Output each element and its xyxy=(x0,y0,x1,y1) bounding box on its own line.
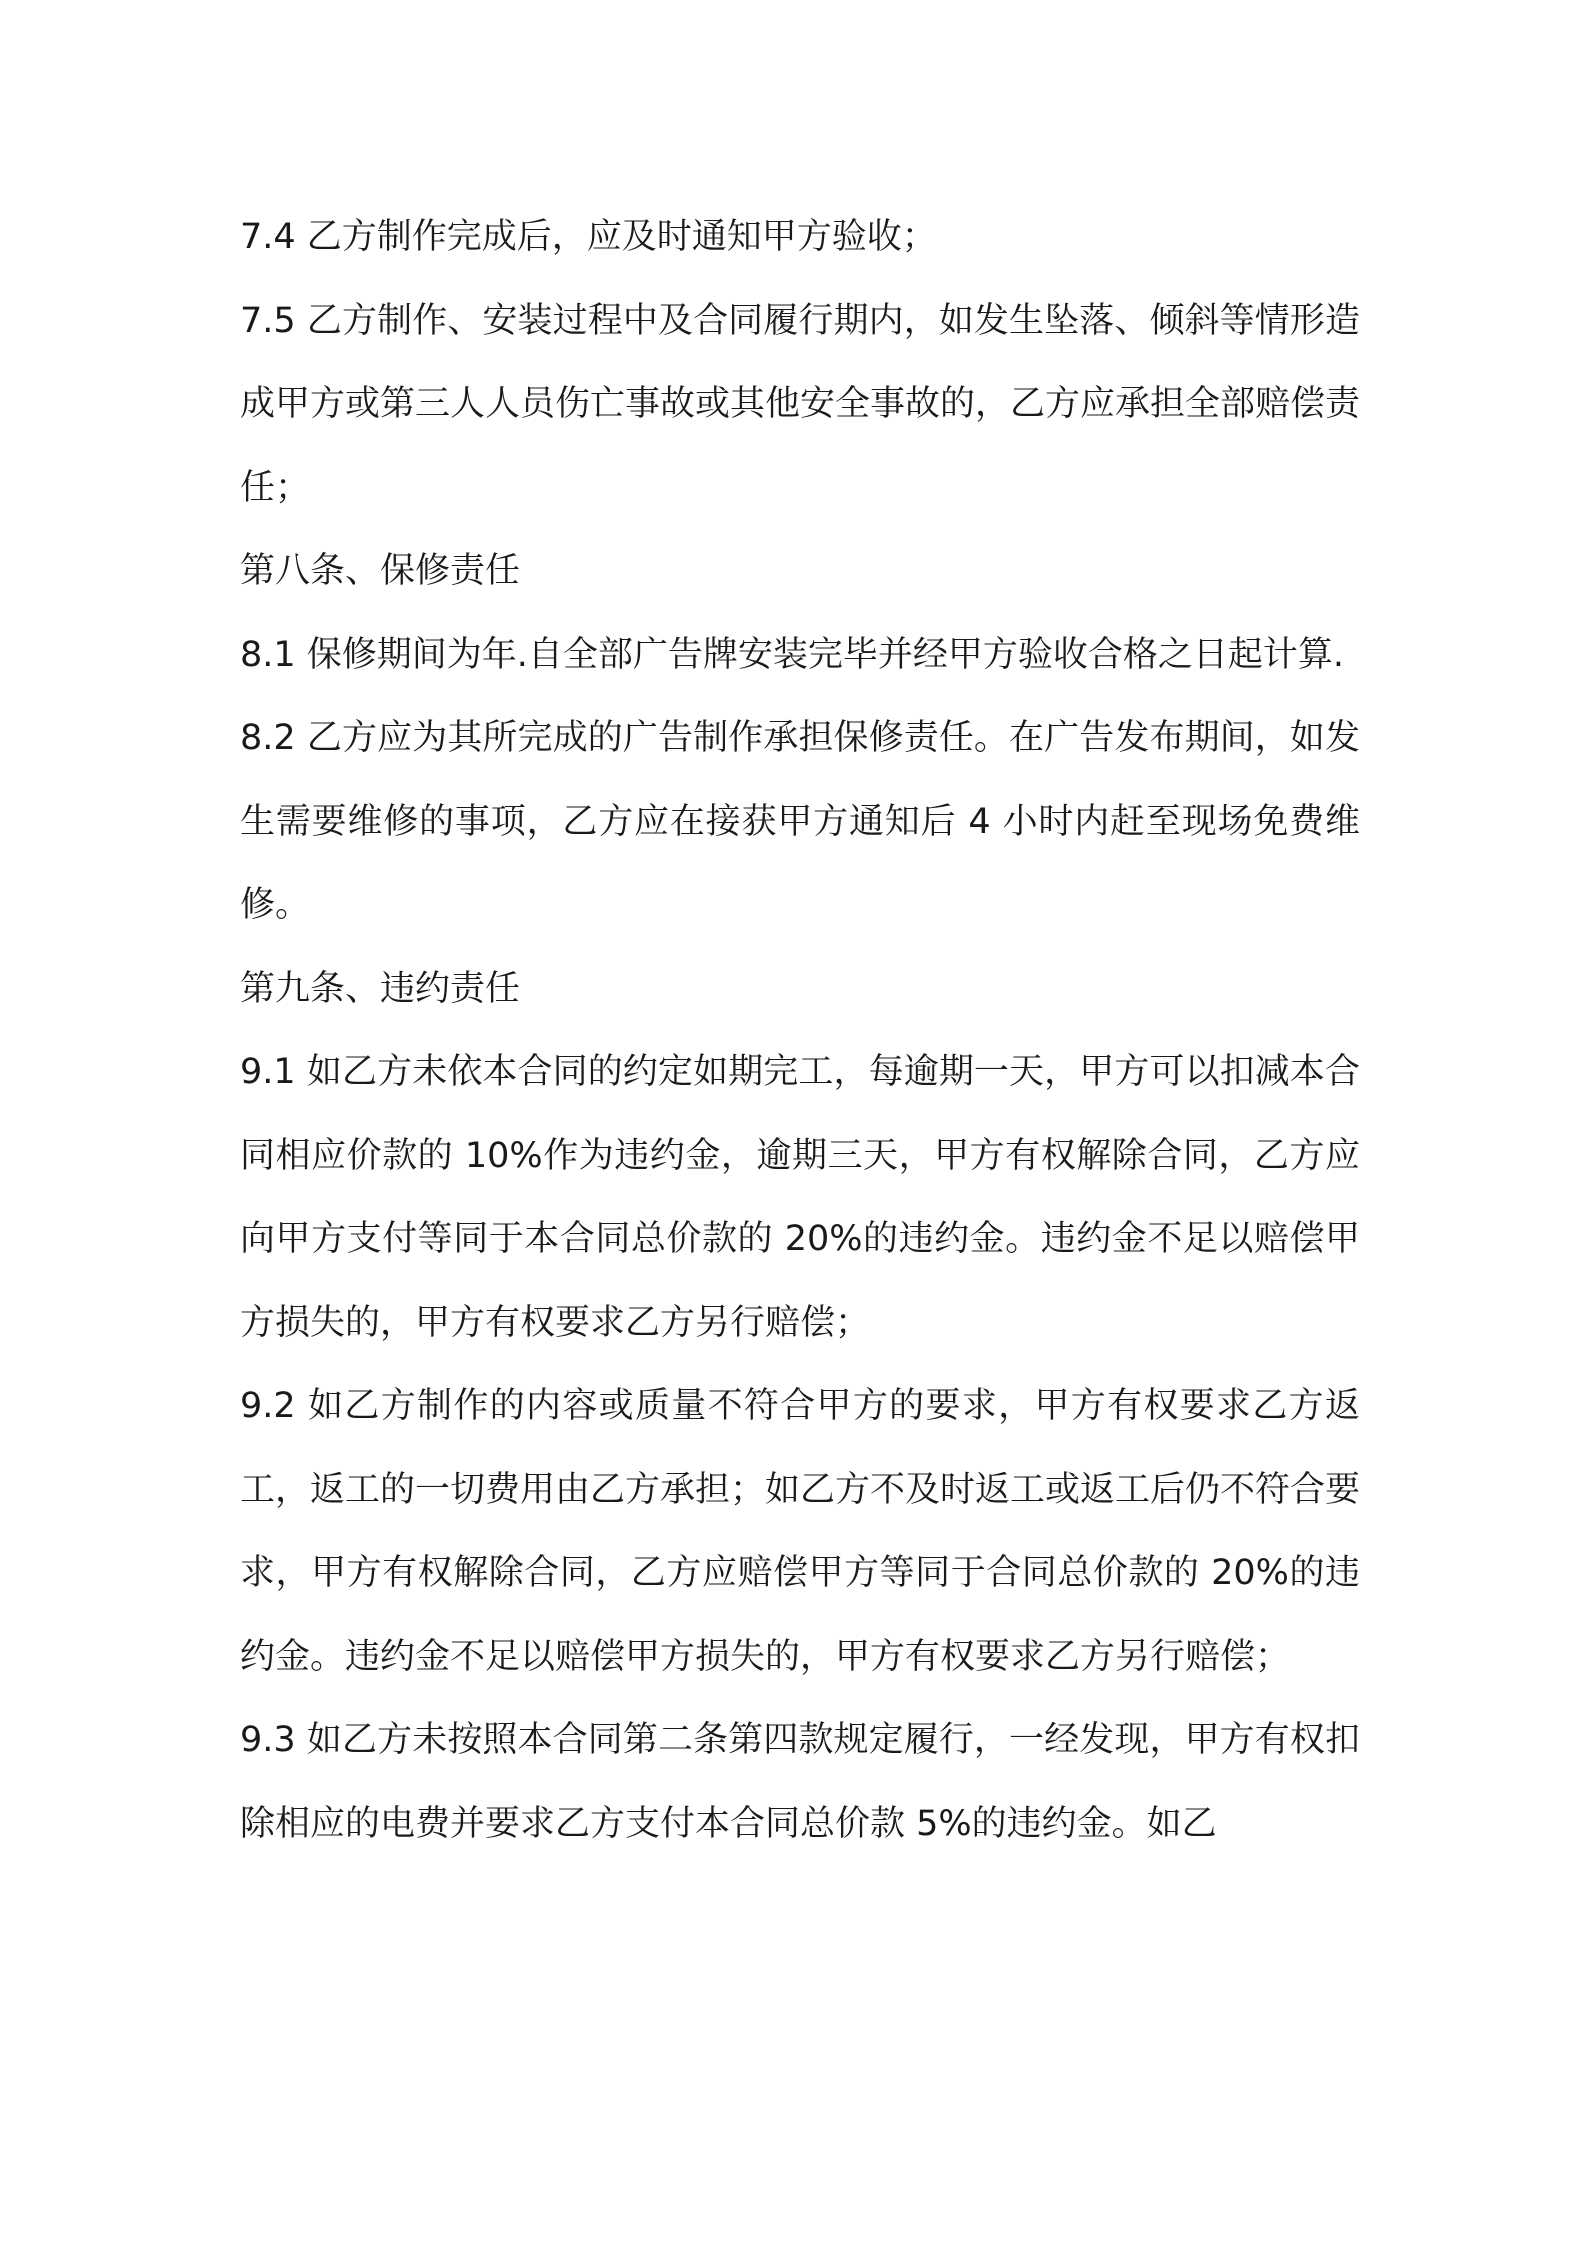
heading-article-9: 第九条、违约责任 xyxy=(240,968,521,1009)
clause-7-5: 7.5 乙方制作、安装过程中及合同履行期内，如发生坠落、倾斜等情形造成甲方或第三人人员伤亡事故或其他安全事故的，乙方应承担全部赔偿责任； xyxy=(240,300,1361,508)
heading-article-8: 第八条、保修责任 xyxy=(240,551,521,591)
clause-9-2: 9.2 如乙方制作的内容或质量不符合甲方的要求，甲方有权要求乙方返工，返工的一切费用由乙方承担；如乙方不及时返工或返工后仍不符合要求，甲方有权解除合同，乙方应赔偿甲方等同于合同总价款的 20%的违约金。违约金不足以赔偿甲方损失的，甲方有权要求乙方另行赔偿； xyxy=(240,1386,1361,1677)
clause-8-2: 8.2 乙方应为其所完成的广告制作承担保修责任。在广告发布期间，如发生需要维修的事项，乙方应在接获甲方通知后 4 小时内赶至现场免费维修。 xyxy=(240,718,1360,925)
clause-9-3: 9.3 如乙方未按照本合同第二条第四款规定履行，一经发现，甲方有权扣除相应的电费并要求乙方支付本合同总价款 5%的违约金。如乙 xyxy=(240,1720,1360,1844)
contract-body xyxy=(240,196,1360,1866)
clause-9-1: 9.1 如乙方未依本合同的约定如期完工，每逾期一天，甲方可以扣减本合同相应价款的 10%作为违约金，逾期三天，甲方有权解除合同，乙方应向甲方支付等同于本合同总价款的 20%的违约金。违约金不足以赔偿甲方损失的，甲方有权要求乙方另行赔偿； xyxy=(240,1052,1360,1343)
clause-8-1: 8.1 保修期间为年.自全部广告牌安装完毕并经甲方验收合格之日起计算. xyxy=(240,634,1345,675)
clause-7-4: 7.4 乙方制作完成后，应及时通知甲方验收； xyxy=(240,217,937,257)
